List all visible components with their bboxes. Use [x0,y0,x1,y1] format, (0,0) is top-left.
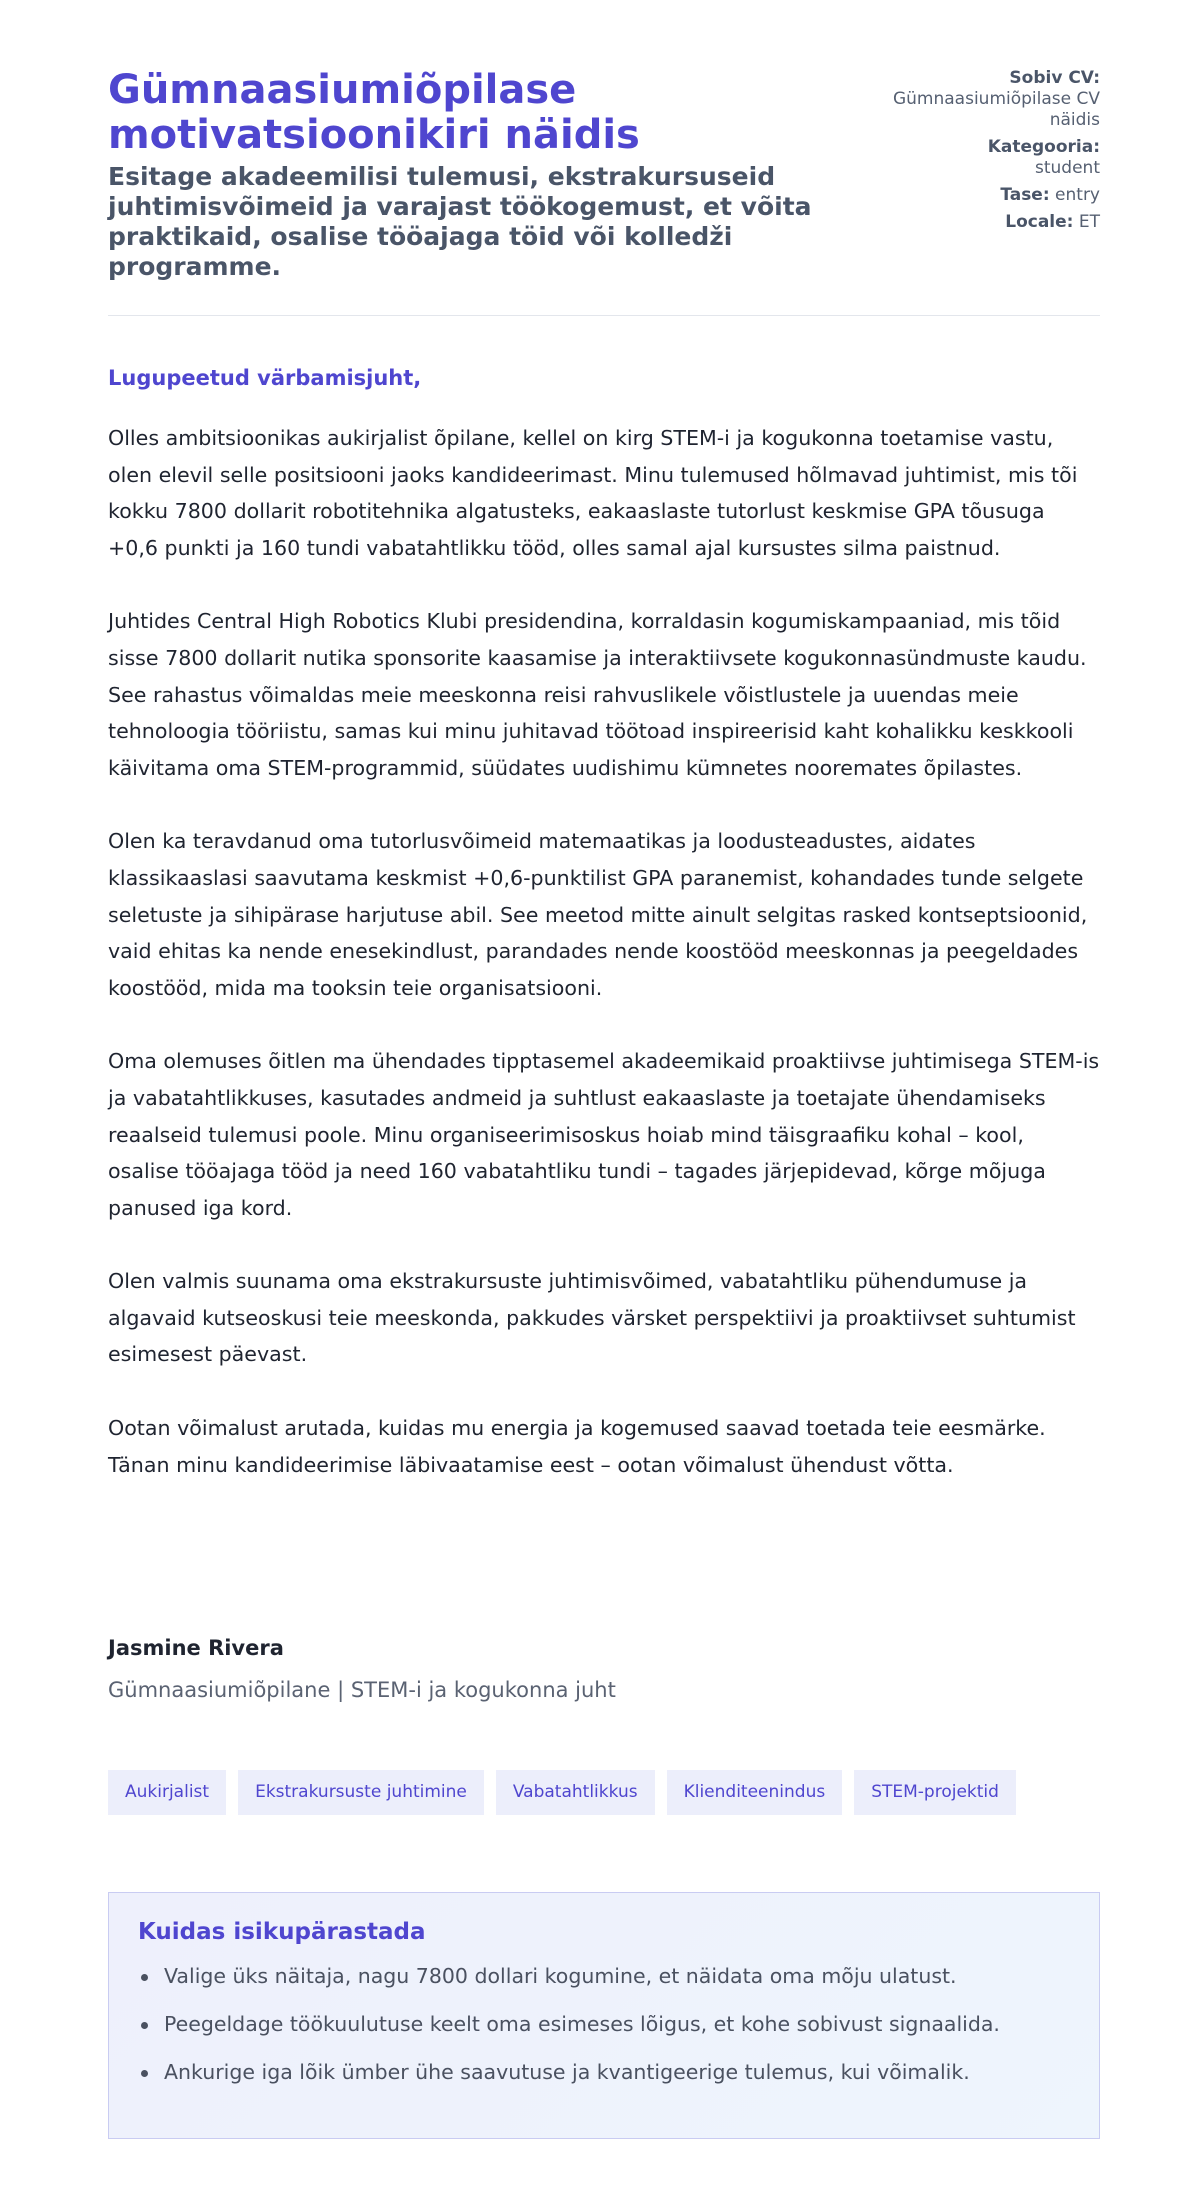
tag-chip[interactable]: Vabatahtlikkus [496,1770,655,1815]
letter-paragraph: Olles ambitsioonikas aukirjalist õpilane, kellel on kirg STEM-i ja kogukonna toetamise vastu, olen elevil selle positsiooni jaoks kandideerimast. Minu tulemused hõlmavad juhtimist, mis tõi kokku 7800 dollarit robotitehnika algatusteks, eakaaslaste tutorlust keskmise GPA tõusuga +0,6 punkti ja 160 tundi vabatahtlikku tööd, olles samal ajal kursustes silma paistnud. [108,426,1078,560]
meta-category-label: Kategooria: [987,137,1100,157]
tip-item: Ankurige iga lõik ümber ühe saavutuse ja kvantigeerige tulemus, kui võimalik. [138,2059,1070,2086]
tag-chip[interactable]: STEM-projektid [854,1770,1016,1815]
tips-title: Kuidas isikupärastada [138,1919,426,1945]
page-title: Gümnaasiumiõpilase motivatsioonikiri näidis [108,67,640,158]
tips-list [138,1963,1070,2086]
letter-body [108,420,1100,1520]
signature-name: Jasmine Rivera [108,1636,284,1660]
page-header [108,0,1100,316]
meta-locale-value: ET [1078,212,1100,232]
letter-greeting: Lugupeetud värbamisjuht, [108,366,422,390]
meta-category [880,137,1100,179]
letter-paragraph: Oma olemuses õitlen ma ühendades tipptasemel akadeemikaid proaktiivse juhtimisega STEM-is ja vabatahtlikkuses, kasutades andmeid ja suhtlust eakaaslaste ja toetajate ühendamiseks reaalseid tulemusi poole. Minu organiseerimisoskus hoiab mind täisgraafiku kohal – kool, osalise tööajaga tööd ja need 160 vabatahtliku tundi – tagades järjepidevad, kõrge mõjuga panused iga kord. [108,1049,1100,1220]
letter-paragraph: Ootan võimalust arutada, kuidas mu energia ja kogemused saavad toetada teie eesmärke. Tänan minu kandideerimise läbivaatamise eest – ootan võimalust ühendust võtta. [108,1416,1046,1477]
meta-level [880,185,1100,206]
tag-chip[interactable]: Ekstrakursuste juhtimine [238,1770,484,1815]
letter-paragraph: Juhtides Central High Robotics Klubi presidendina, korraldasin kogumiskampaaniad, mis tõid sisse 7800 dollarit nutika sponsorite kaasamise ja interaktiivsete kogukonnasündmuste kaudu. See rahastus võimaldas meie meeskonna reisi rahvuslikele võistlustele ja uuendas meie tehnoloogia tööriistu, samas kui minu juhitavad töötoad inspireerisid kaht kohalikku keskkooli käivitama oma STEM-programmid, süüdates uudishimu kümnetes nooremates õpilastes. [108,609,1087,780]
meta-panel [880,68,1100,239]
page-subtitle: Esitage akadeemilisi tulemusi, ekstrakursuseid juhtimisvõimeid ja varajast töökogemust, et võita praktikaid, osalise tööajaga töid või kolledži programme. [108,162,812,281]
tip-item: Peegeldage töökuulutuse keelt oma esimeses lõigus, et kohe sobivust signaalida. [138,2011,1070,2038]
tag-chip[interactable]: Aukirjalist [108,1770,226,1815]
signature-role: Gümnaasiumiõpilane | STEM-i ja kogukonna juht [108,1678,616,1702]
tip-item: Valige üks näitaja, nagu 7800 dollari kogumine, et näidata oma mõju ulatust. [138,1963,1070,1990]
tag-list [108,1770,1016,1815]
meta-level-value: entry [1055,185,1100,205]
personalization-tips-box [108,1892,1100,2139]
meta-cv-label: Sobiv CV: [1009,68,1100,88]
meta-locale [880,212,1100,233]
meta-category-value: student [1035,158,1100,178]
letter-paragraph: Olen valmis suunama oma ekstrakursuste juhtimisvõimed, vabatahtliku pühendumuse ja algavaid kutseoskusi teie meeskonda, pakkudes värsket perspektiivi ja proaktiivset suhtumist esimesest päevast. [108,1269,1076,1367]
cover-letter-page [108,0,1100,2084]
tag-chip[interactable]: Klienditeenindus [667,1770,843,1815]
meta-cv [880,68,1100,131]
meta-locale-label: Locale: [1005,212,1074,232]
meta-level-label: Tase: [1000,185,1050,205]
letter-paragraph: Olen ka teravdanud oma tutorlusvõimeid matemaatikas ja loodusteadustes, aidates klassikaaslasi saavutama keskmist +0,6-punktilist GPA paranemist, kohandades tunde selgete seletuste ja sihipärase harjutuse abil. See meetod mitte ainult selgitas rasked kontseptsioonid, vaid ehitas ka nende enesekindlust, parandades nende koostööd meeskonnas ja peegeldades koostööd, mida ma tooksin teie organisatsiooni. [108,829,1088,1000]
meta-cv-value[interactable]: Gümnaasiumiõpilase CV näidis [892,89,1100,130]
